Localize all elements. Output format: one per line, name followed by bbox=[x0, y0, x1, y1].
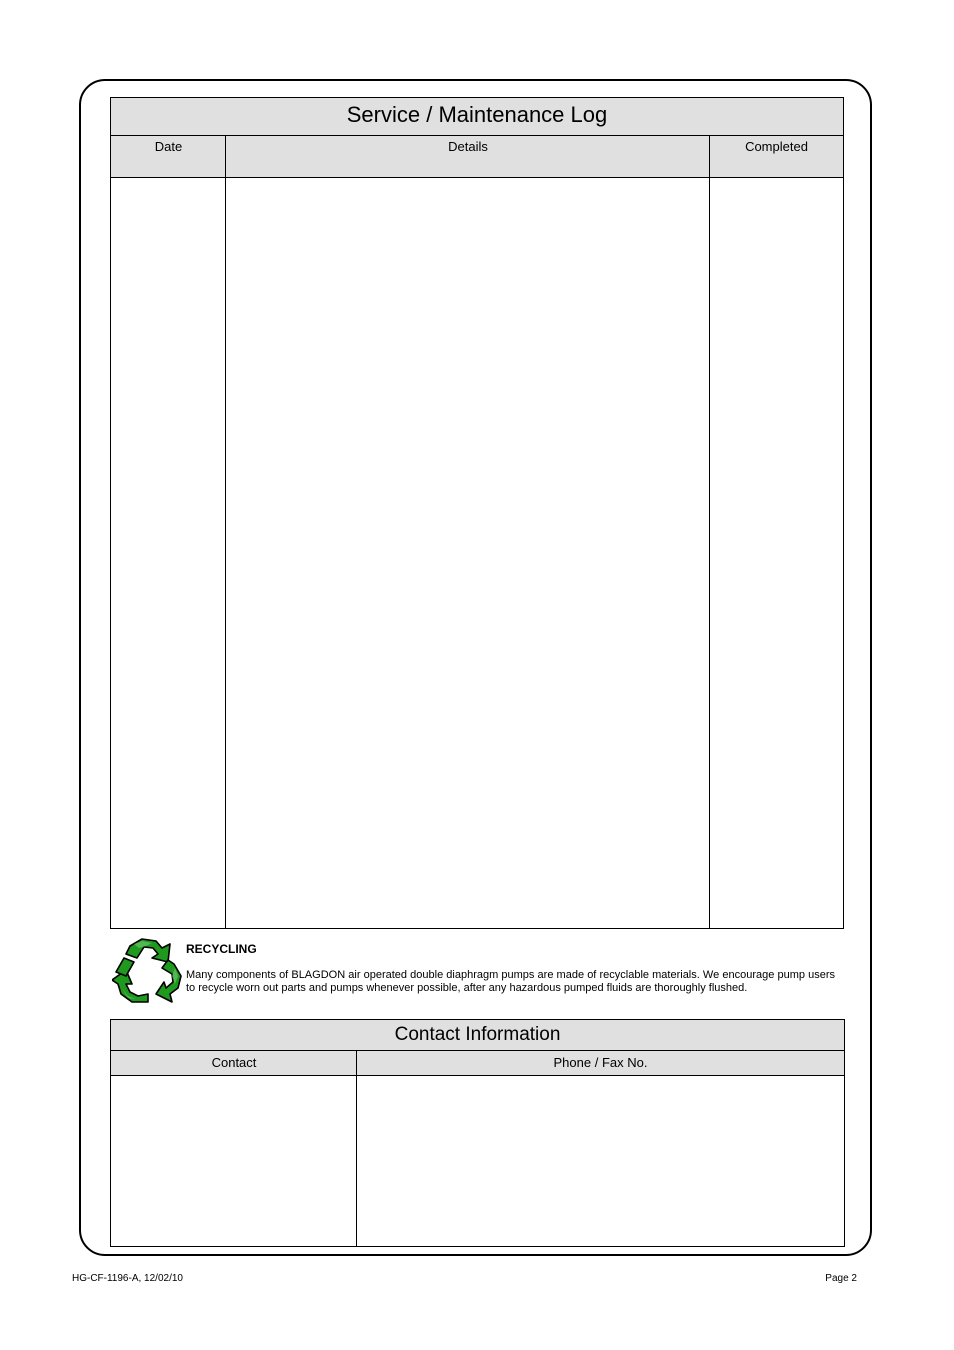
column-divider bbox=[225, 136, 226, 928]
contact-entry-area[interactable] bbox=[111, 1076, 357, 1246]
contact-info-table bbox=[110, 1019, 845, 1247]
column-header-completed: Completed bbox=[710, 136, 843, 178]
column-header-date: Date bbox=[111, 136, 226, 178]
column-header-details: Details bbox=[226, 136, 710, 178]
completed-entry-area[interactable] bbox=[710, 178, 843, 928]
column-divider bbox=[356, 1051, 357, 1246]
service-log-title: Service / Maintenance Log bbox=[111, 98, 843, 136]
contact-info-title: Contact Information bbox=[111, 1020, 844, 1051]
date-entry-area[interactable] bbox=[111, 178, 226, 928]
service-log-table bbox=[110, 97, 844, 929]
recycling-text: Many components of BLAGDON air operated double diaphragm pumps are made of recyclable materials. We encourage pump users to recycle worn out parts and pumps whenever possible, after any hazardous pumped fluids are thoroughly flushed. bbox=[186, 969, 835, 994]
phone-fax-entry-area[interactable] bbox=[357, 1076, 844, 1246]
column-header-contact: Contact bbox=[111, 1051, 357, 1076]
details-entry-area[interactable] bbox=[226, 178, 710, 928]
column-header-phone-fax: Phone / Fax No. bbox=[357, 1051, 844, 1076]
recycling-heading: RECYCLING bbox=[186, 942, 257, 956]
page-number: Page 2 bbox=[825, 1273, 857, 1284]
document-id: HG-CF-1196-A, 12/02/10 bbox=[72, 1273, 183, 1284]
recycle-icon bbox=[112, 936, 184, 1008]
column-divider bbox=[709, 136, 710, 928]
